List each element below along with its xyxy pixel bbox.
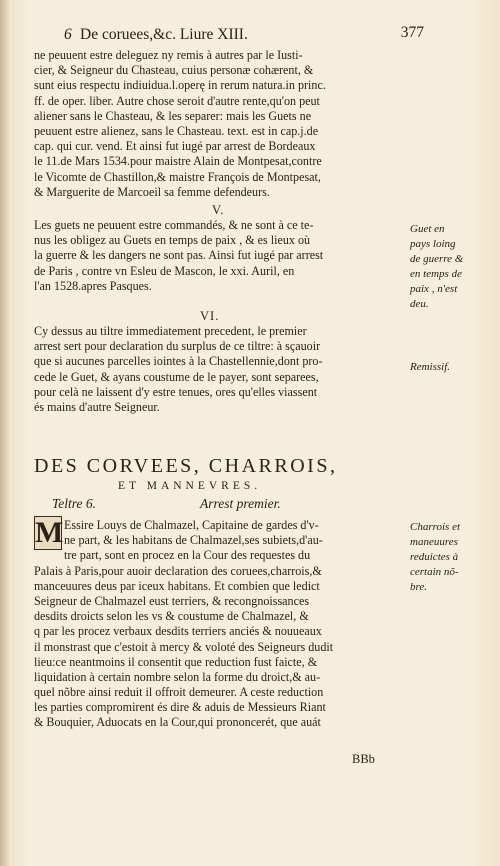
text-line: tre part, sont en procez en la Cour des requestes du xyxy=(64,548,311,563)
margin-note-remissif: Remissif. xyxy=(410,361,451,373)
paragraph-2 xyxy=(34,218,406,294)
text-line: le Vicomte de Chastillon,& maistre François de Montpesat, xyxy=(34,169,321,184)
text-line: peuuent estre alienez, sans le Chasteau. text. est in cap.j.de xyxy=(34,123,319,138)
section-number-vi: VI. xyxy=(200,309,220,323)
margin-line: paix , n'est xyxy=(410,283,458,295)
text-line: cier, & Seigneur du Chasteau, cuius personæ cohærent, & xyxy=(34,63,314,78)
margin-line: Charrois et xyxy=(410,521,461,533)
titre-heading xyxy=(52,496,281,512)
text-line: que si aucunes parcelles iointes à la Chastellennie,dont pro- xyxy=(34,354,323,369)
header-page-left: 6 xyxy=(64,26,72,43)
text-line: ne peuuent estre deleguez ny remis à autres par le Iusti- xyxy=(34,48,303,62)
text-line: pour celà ne laissent d'y estre tenues, ores qu'elles viassent xyxy=(34,384,318,399)
text-line: ff. de oper. liber. Autre chose seroit d'autre rente,qu'on peut xyxy=(34,93,320,108)
text-line: l'an 1528.apres Pasques. xyxy=(34,278,152,293)
text-line: & Bouquier, Aduocats en la Cour,qui prononcerét, que auát xyxy=(34,715,321,730)
margin-line: de guerre & xyxy=(410,253,464,265)
dropcap-initial: M xyxy=(35,516,64,549)
text-line: cede le Guet, & ayans coustume de le payer, sont separees, xyxy=(34,369,319,384)
margin-note-charrois xyxy=(410,520,494,595)
page-gutter-shadow xyxy=(0,0,10,866)
margin-line: pays loing xyxy=(410,238,456,250)
text-line: és mains d'autre Seigneur. xyxy=(34,399,160,414)
signature-mark: BBb xyxy=(352,752,375,766)
section-title: DES CORVEES, CHARROIS, xyxy=(34,455,338,477)
text-line: le 11.de Mars 1534.pour maistre Alain de Montpesat,contre xyxy=(34,154,322,169)
text-line: il monstrast que c'estoit à mercy & voloté des Seigneurs dudit xyxy=(34,639,334,654)
text-line: ne part, & les habitans de Chalmazel,ses subiets,d'au- xyxy=(64,533,323,548)
text-line: la guerre & les dangers ne sont pas. Ainsi fut iugé par arrest xyxy=(34,248,324,263)
margin-line: Guet en xyxy=(410,223,445,235)
text-line: les parties compromirent és dire & aduis de Messieurs Riant xyxy=(34,700,326,715)
margin-note-guet xyxy=(410,222,494,312)
margin-line: maneuures xyxy=(410,536,458,548)
text-line: lieu:ce neantmoins il consentit que reduction fust faicte, & xyxy=(34,654,318,669)
margin-line: deu. xyxy=(410,298,429,310)
page-number: 377 xyxy=(400,24,424,41)
paragraph-1 xyxy=(34,48,406,200)
text-line: manceuures deus par iceux habitans. Et combien que ledict xyxy=(34,578,320,593)
arrest-label: Arrest premier. xyxy=(200,496,281,511)
section-number-v: V. xyxy=(212,203,225,217)
titre-label: Teltre 6. xyxy=(52,496,97,511)
text-line: cap. qui cur. vend. Et ainsi fut iugé par arrest de Bordeaux xyxy=(34,139,316,154)
text-line: Palais à Paris,pour auoir declaration des coruees,charrois,& xyxy=(34,563,322,578)
text-line: liquidation à certain nombre selon la forme du droict,& au- xyxy=(34,669,321,684)
paragraph-4 xyxy=(34,518,406,731)
text-line: nus les obligez au Guets en temps de paix , & es lieux où xyxy=(34,233,311,248)
text-line: sunt eius respectu indiuidua.l.operę in rerum natura.in princ. xyxy=(34,78,326,93)
running-header xyxy=(64,24,424,46)
margin-line: reduictes à xyxy=(410,551,459,563)
text-line: desdits droicts selon les vs & coustume de Chalmazel, & xyxy=(34,609,309,624)
text-line: de Paris , contre vn Esleu de Mascon, le xxi. Auril, en xyxy=(34,263,295,278)
margin-line: certain nõ- xyxy=(410,566,459,578)
text-line: Cy dessus au tiltre immediatement precedent, le premier xyxy=(34,324,307,338)
text-line: Essire Louys de Chalmazel, Capitaine de gardes d'v- xyxy=(64,518,319,532)
text-line: q par les procez verbaux desdits terriers anciés & nouueaux xyxy=(34,624,322,639)
text-line: Seigneur de Chalmazel eust terriers, & recongnoissances xyxy=(34,593,310,608)
text-line: aliener sans le Chasteau, & les separer: mais les Guets ne xyxy=(34,108,312,123)
paragraph-3 xyxy=(34,324,406,415)
margin-line: bre. xyxy=(410,581,428,593)
text-line: quel nõbre ainsi reduit il offroit demeurer. A ceste reduction xyxy=(34,685,324,700)
section-subtitle: ET MANNEVRES. xyxy=(118,480,262,492)
margin-line: en temps de xyxy=(410,268,462,280)
text-line: Les guets ne peuuent estre commandés, & ne sont à ce te- xyxy=(34,218,314,232)
text-line: & Marguerite de Marcoeil sa femme defendeurs. xyxy=(34,184,270,199)
running-title: De coruees,&c. Liure XIII. xyxy=(80,26,248,43)
text-line: arrest sert pour declaration du surplus de ce tiltre: à sçauoir xyxy=(34,339,321,354)
